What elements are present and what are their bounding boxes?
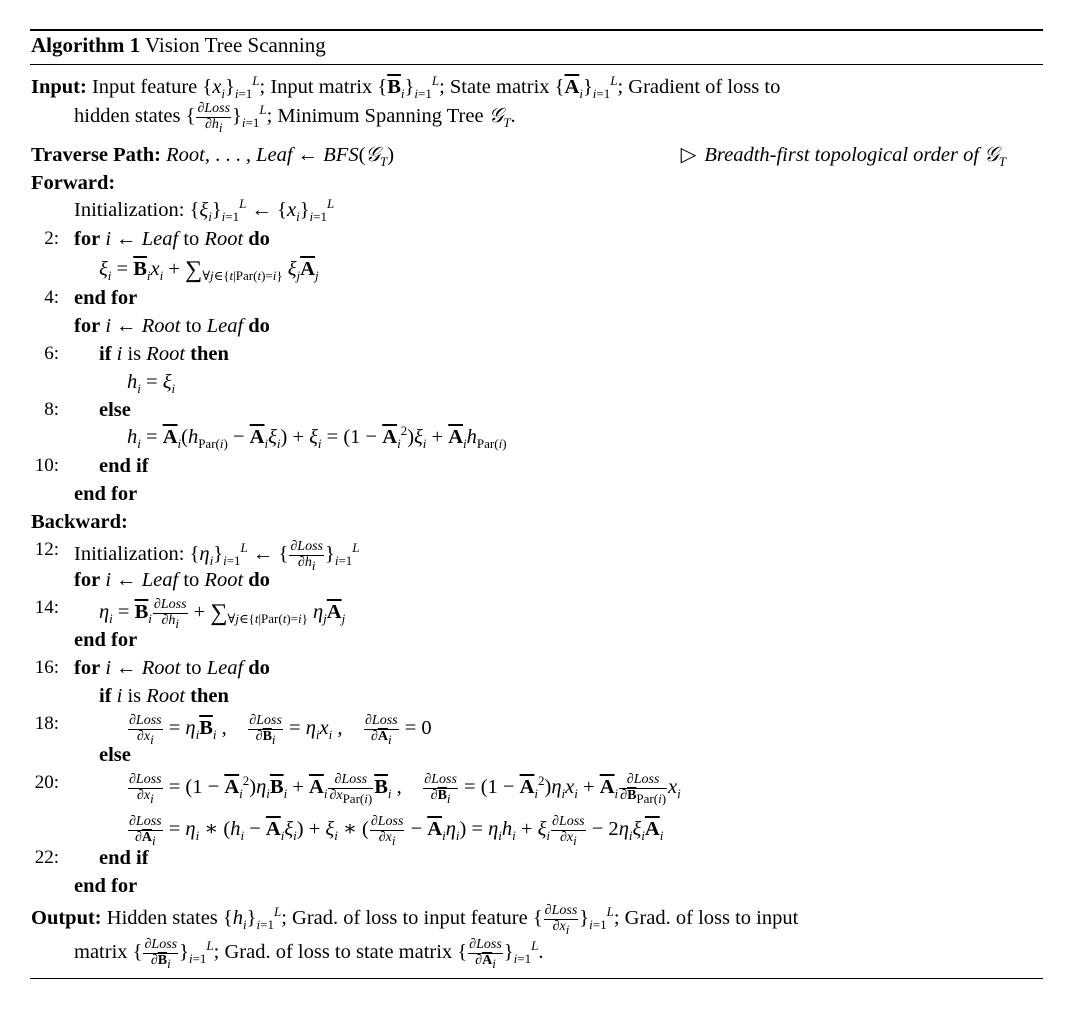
- input-mst-text: ; Minimum Spanning Tree: [266, 104, 484, 127]
- traverse-label: Traverse Path:: [31, 144, 161, 166]
- line-number: 22 :: [31, 848, 59, 867]
- line-number: 2 :: [31, 229, 59, 248]
- output-grad-feature-text: ; Grad. of loss to input feature: [281, 906, 528, 929]
- input-gradient-text: ; Gradient of loss to: [617, 76, 781, 98]
- line-number: 18 :: [31, 714, 59, 733]
- traverse-comment: Breadth-first topological order of: [704, 144, 980, 166]
- input-state-text: ; State matrix: [439, 76, 550, 98]
- line-number: 10 :: [31, 456, 59, 475]
- bottom-rule: [30, 978, 1043, 979]
- line-number: 4 :: [31, 288, 59, 307]
- line-number: 8 :: [31, 400, 59, 419]
- line-number: 14 :: [31, 598, 59, 617]
- init-text: Initialization:: [74, 199, 185, 221]
- output-grad-state-text: ; Grad. of loss to state matrix: [213, 940, 453, 963]
- algorithm-name: Vision Tree Scanning: [144, 33, 326, 57]
- output-label: Output:: [31, 906, 102, 929]
- input-feature-text: Input feature: [91, 76, 198, 98]
- top-rule: [30, 29, 1043, 31]
- line-number: 6 :: [31, 344, 59, 363]
- mid-rule: [30, 64, 1043, 65]
- input-label: Input:: [31, 76, 87, 98]
- input-matrix-text: ; Input matrix: [259, 76, 373, 98]
- output-grad-input-text: ; Grad. of loss to input: [613, 906, 799, 929]
- output-hidden-text: Hidden states: [106, 906, 218, 929]
- input-hidden-text: hidden states: [74, 104, 181, 127]
- backward-label: Backward:: [31, 511, 128, 533]
- forward-label: Forward:: [31, 172, 116, 194]
- line-number: 20 :: [31, 773, 59, 792]
- output-matrix-text: matrix: [74, 940, 128, 963]
- line-number: 16 :: [31, 658, 59, 677]
- algorithm-label: Algorithm 1: [31, 33, 141, 57]
- algorithm-title: [31, 33, 326, 58]
- line-number: 12 :: [31, 540, 59, 559]
